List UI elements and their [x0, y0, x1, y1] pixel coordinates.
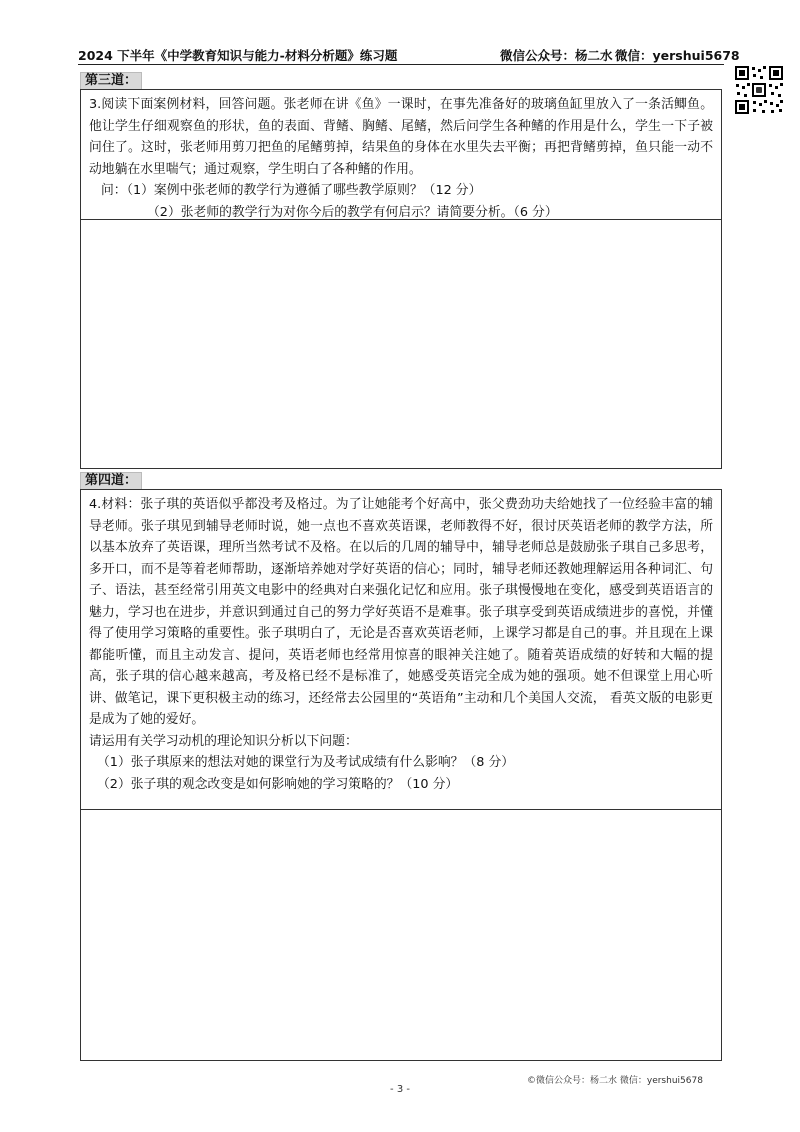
page-header: [78, 44, 740, 64]
header-divider: [78, 64, 724, 65]
sub-question-1: （1）张子琪原来的想法对她的课堂行为及考试成绩有什么影响？（8 分）: [97, 755, 515, 770]
header-wechat: 微信：yershui5678: [615, 48, 740, 63]
sub-question-1: 问：（1）案例中张老师的教学行为遵循了哪些教学原则？（12 分）: [101, 183, 482, 198]
sub-question-2: （2）张老师的教学行为对你今后的教学有何启示？请简要分析。（6 分）: [147, 204, 558, 220]
question-text-4: [81, 490, 721, 795]
question-paragraph: 3.阅读下面案例材料，回答问题。张老师在讲《鱼》一课时，在事先准备好的玻璃鱼缸里放入了一条活鲫鱼。他让学生仔细观察鱼的形状，鱼的表面、背鳍、胸鳍、尾鳍，然后问学生各种鳍的作用是什么，学生一下子被问住了。这时，张老师用剪刀把鱼的尾鳍剪掉，结果鱼的身体在水里失去平衡；再把背鳍剪掉，鱼只能一动不动地躺在水里喘气；通过观察，学生明白了各种鳍的作用。: [89, 97, 713, 177]
question-box-3: [80, 89, 722, 469]
answer-area-3[interactable]: [81, 220, 721, 468]
question-prompt: 请运用有关学习动机的理论知识分析以下问题：: [89, 733, 358, 749]
qr-code-icon: [733, 64, 785, 116]
question-box-4: [80, 489, 722, 1061]
header-public-account: 微信公众号：杨二水: [500, 48, 613, 63]
footer-note: ©微信公众号：杨二水 微信：yershui5678: [527, 1076, 703, 1086]
section-label-4: 第四道：: [80, 472, 142, 489]
answer-area-4[interactable]: [81, 810, 721, 1060]
header-title: 2024 下半年《中学教育知识与能力-材料分析题》练习题: [78, 48, 398, 63]
sub-question-2: （2）张子琪的观念改变是如何影响她的学习策略的？（10 分）: [97, 776, 459, 792]
question-text-3: [81, 90, 721, 223]
question-paragraph: 4.材料：张子琪的英语似乎都没考及格过。为了让她能考个好高中，张父费劲功夫给她找了一位经验丰富的辅导老师。张子琪见到辅导老师时说，她一点也不喜欢英语课，老师教得不好，很讨厌英语老师的教学方法，所以基本放弃了英语课，理所当然考试不及格。在以后的几周的辅导中，辅导老师总是鼓励张子琪自己多思考，多开口，而不是等着老师帮助，逐渐培养她对学好英语的信心；同时，辅导老师还教她理解运用各种词汇、句子、语法，甚至经常引用英文电影中的经典对白来强化记忆和应用。张子琪慢慢地在变化，感受到英语语言的魅力，学习也在进步，并意识到通过自己的努力学好英语不是难事。张子琪享受到英语成绩进步的喜悦，并懂得了使用学习策略的重要性。张子琪明白了，无论是否喜欢英语老师，上课学习都是自己的事。并且现在上课都能听懂，而且主动发言、提问，英语老师也经常用惊喜的眼神关注她了。随着英语成绩的好转和大幅的提高，张子琪的信心越来越高，考及格已经不是标准了，她感受英语完全成为她的强项。她不但课堂上用心听讲、做笔记，课下更积极主动的练习，还经常去公园里的“英语角”主动和几个美国人交流， 看英文版的电影更是成为了她的爱好。: [89, 497, 713, 727]
page-number: - 3 -: [390, 1084, 410, 1095]
section-label-3: 第三道：: [80, 72, 142, 89]
